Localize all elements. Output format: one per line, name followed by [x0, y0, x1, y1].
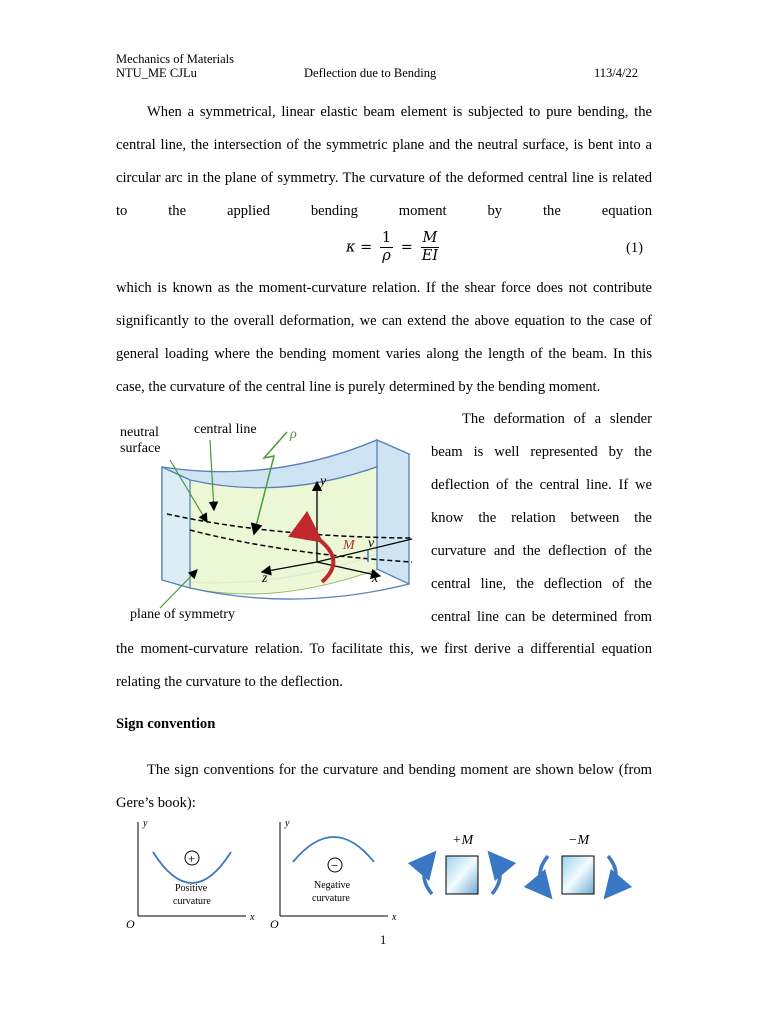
- negative-symbol: −: [331, 858, 339, 873]
- label-y: y: [320, 474, 327, 489]
- equation-number: (1): [626, 240, 644, 256]
- paragraph-intro: When a symmetrical, linear elastic beam element is subjected to pure bending, the central line, the intersection of the symmetric plane and the neutral surface, is bent into a circular arc in the plane of symmetry. The curvature of the deformed central line is related to the applied bending moment by the equation: [116, 104, 652, 219]
- eq-fraction-2: [421, 230, 440, 265]
- label-z: z: [262, 571, 268, 586]
- label-central-line: central line: [194, 422, 257, 437]
- positive-label-2: curvature: [173, 896, 211, 907]
- eq-lhs: κ =: [346, 239, 373, 256]
- eq-fraction-1: [380, 230, 393, 265]
- label-plane-of-symmetry: plane of symmetry: [130, 607, 235, 622]
- plus-M-label: +M: [452, 833, 474, 848]
- eq-f1-num: 1: [381, 230, 392, 246]
- plus-M-block: [446, 856, 478, 894]
- positive-symbol: +: [188, 851, 196, 866]
- beam-end-face: [377, 440, 409, 584]
- beam-bending-figure: [112, 412, 430, 630]
- eq-f2-num: M: [422, 230, 438, 246]
- header-author: NTU_ME CJLu: [116, 66, 197, 80]
- label-x: x: [372, 571, 379, 586]
- minus-M-right-arrow: [608, 856, 616, 894]
- p1-x-label: x: [250, 912, 255, 923]
- plus-M-right-arrow: [492, 856, 500, 894]
- p1-origin-label: O: [126, 917, 135, 931]
- minus-M-block: [562, 856, 594, 894]
- equation-moment-curvature: [346, 230, 442, 265]
- sign-convention-figure: [118, 814, 648, 934]
- p2-y-label: y: [285, 818, 290, 829]
- eq-equals: =: [400, 239, 413, 256]
- negative-label-2: curvature: [312, 893, 350, 904]
- p2-origin-label: O: [270, 917, 279, 931]
- paragraph-differential: the moment-curvature relation. To facilitate this, we first derive a differential equation relating the curvature to the deflection.: [116, 641, 652, 690]
- eq-f2-den: EI: [421, 248, 439, 264]
- p1-y-label: y: [143, 818, 148, 829]
- eq-f1-den: ρ: [382, 248, 391, 264]
- page-number: 1: [380, 933, 387, 947]
- header-date: 113/4/22: [594, 66, 638, 80]
- beam-left-face: [162, 467, 190, 588]
- positive-label: Positive: [175, 883, 208, 894]
- negative-label: Negative: [314, 880, 351, 891]
- minus-M-label: −M: [568, 833, 590, 848]
- header-topic: Deflection due to Bending: [304, 66, 437, 80]
- minus-M-left-arrow: [540, 856, 548, 894]
- label-rho: ρ: [290, 427, 297, 442]
- header-course: Mechanics of Materials: [116, 52, 235, 66]
- paragraph-sign-convention: The sign conventions for the curvature and bending moment are shown below (from Gere’s book):: [116, 762, 652, 811]
- paragraph-deformation: The deformation of a slender beam is well represented by the deflection of the central line. If we know the relation between the curvature and the deflection of the central line, the deflection of the central line can be determined from: [431, 411, 652, 625]
- label-M: M: [343, 538, 355, 553]
- paragraph-moment-curvature: which is known as the moment-curvature relation. If the shear force does not contribute significantly to the overall deformation, we can extend the above equation to the case of general loading where the bending moment varies along the length of the beam. In this case, the curvature of the central line is purely determined by the bending moment.: [116, 280, 652, 395]
- label-v: v: [368, 536, 375, 551]
- p2-x-label: x: [392, 912, 397, 923]
- label-neutral: neutral: [120, 425, 159, 440]
- label-surface: surface: [120, 441, 161, 456]
- plus-M-left-arrow: [424, 856, 432, 894]
- section-title: Sign convention: [116, 716, 216, 732]
